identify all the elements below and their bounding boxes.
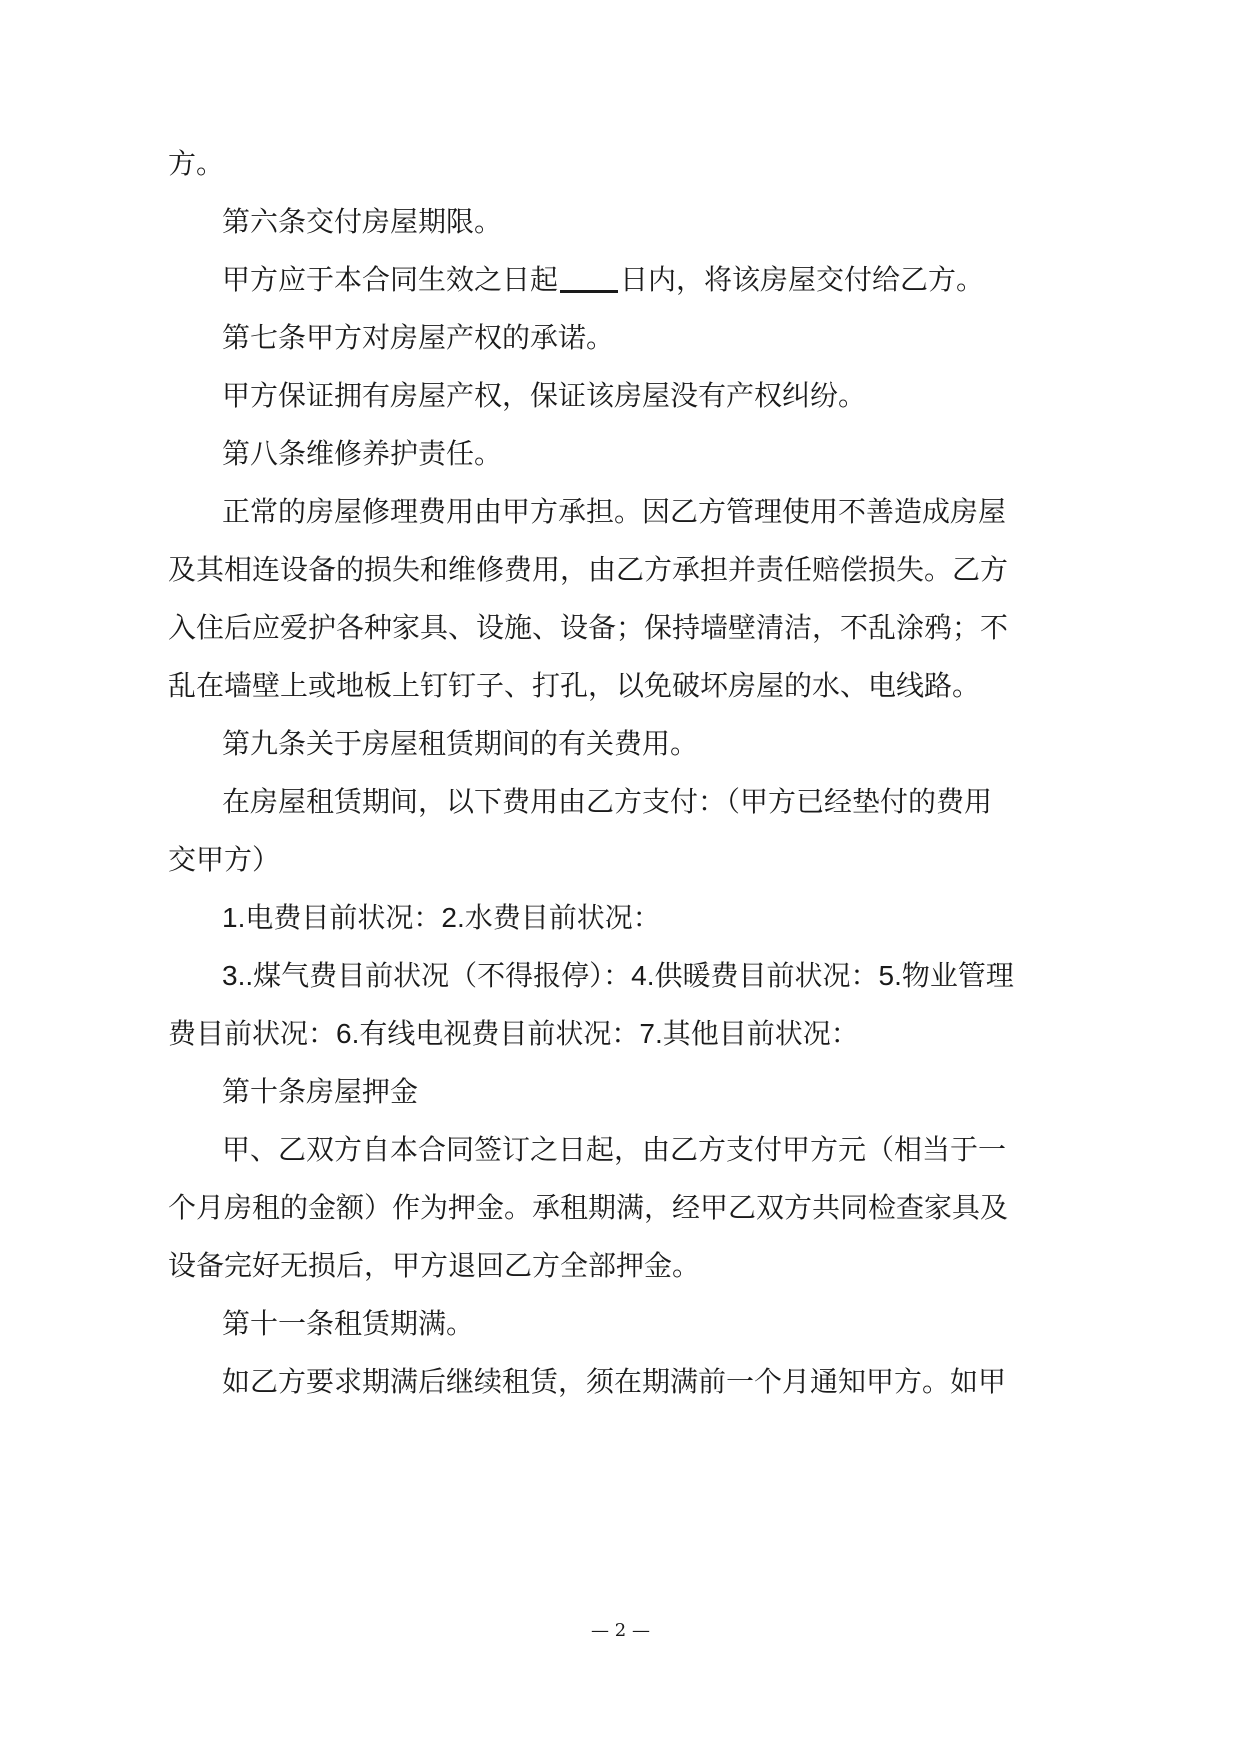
text-line: [222, 494, 1006, 530]
text-line: [222, 1132, 1006, 1168]
text-span: 水费目前状况：: [464, 901, 661, 934]
list-number: 5.: [878, 960, 902, 991]
text-span: 煤气费目前状况（不得报停）：: [253, 959, 632, 992]
text-line: [168, 1016, 859, 1052]
list-number: 1.: [222, 902, 246, 933]
text-span: 第九条关于房屋租赁期间的有关费用。: [222, 727, 699, 760]
text-span: 甲方应于本合同生效之日起: [222, 263, 559, 296]
text-line: [222, 958, 1014, 994]
text-span: 个月房租的金额）作为押金。承租期满，经甲乙双方共同检查家具及: [168, 1191, 1009, 1224]
article-heading: [222, 204, 502, 240]
list-number: 7.: [639, 1018, 663, 1049]
text-line: [168, 1190, 1008, 1226]
text-span: 甲、乙双方自本合同签订之日起，由乙方支付甲方元（相当于一: [222, 1133, 1007, 1166]
text-span: 有线电视费目前状况：: [359, 1017, 640, 1050]
text-line: [168, 552, 1008, 588]
article-heading: [222, 1074, 418, 1110]
text-span: 第六条交付房屋期限。: [222, 205, 503, 238]
text-span: 第十一条租赁期满。: [222, 1307, 475, 1340]
text-span: 物业管理: [901, 959, 1014, 992]
text-span: 入住后应爱护各种家具、设施、设备；保持墙壁清洁，不乱涂鸦；不: [168, 611, 1009, 644]
page-number: — 2 —: [591, 1620, 650, 1641]
article-heading: [222, 320, 614, 356]
list-number: 3..: [222, 960, 254, 991]
text-span: 乱在墙壁上或地板上钉钉子、打孔，以免破坏房屋的水、电线路。: [168, 669, 981, 702]
text-span: 电费目前状况：: [245, 901, 442, 934]
text-span: 及其相连设备的损失和维修费用，由乙方承担并责任赔偿损失。乙方: [168, 553, 1009, 586]
list-number: 4.: [631, 960, 655, 991]
text-span: 其他目前状况：: [662, 1017, 859, 1050]
text-line: [168, 1248, 700, 1284]
text-span: 第七条甲方对房屋产权的承诺。: [222, 321, 615, 354]
text-span: 在房屋租赁期间，以下费用由乙方支付：（甲方已经垫付的费用: [222, 785, 993, 818]
text-span: 甲方保证拥有房屋产权，保证该房屋没有产权纠纷。: [222, 379, 867, 412]
text-span: 第八条维修养护责任。: [222, 437, 503, 470]
list-number: 6.: [336, 1018, 360, 1049]
text-line: [222, 784, 992, 820]
text-span: 第十条房屋押金: [222, 1075, 419, 1108]
article-heading: [222, 726, 698, 762]
text-line: [222, 1364, 1006, 1400]
text-line: [222, 262, 984, 298]
text-span: 设备完好无损后，甲方退回乙方全部押金。: [168, 1249, 701, 1282]
article-heading: [222, 436, 502, 472]
article-heading: [222, 1306, 474, 1342]
text-span: 正常的房屋修理费用由甲方承担。因乙方管理使用不善造成房屋: [222, 495, 1007, 528]
text-span: 方。: [168, 147, 225, 180]
text-line: [168, 610, 1008, 646]
text-line: [222, 900, 661, 936]
text-line: [168, 842, 280, 878]
text-line: [222, 378, 866, 414]
text-line: [168, 146, 224, 182]
fill-in-blank: [560, 262, 618, 293]
text-span: 如乙方要求期满后继续租赁，须在期满前一个月通知甲方。如甲: [222, 1365, 1007, 1398]
text-span: 费目前状况：: [168, 1017, 337, 1050]
text-span: 交甲方）: [168, 843, 281, 876]
text-span: 日内，将该房屋交付给乙方。: [620, 263, 985, 296]
text-span: 供暖费目前状况：: [654, 959, 879, 992]
text-line: [168, 668, 980, 704]
list-number: 2.: [441, 902, 465, 933]
